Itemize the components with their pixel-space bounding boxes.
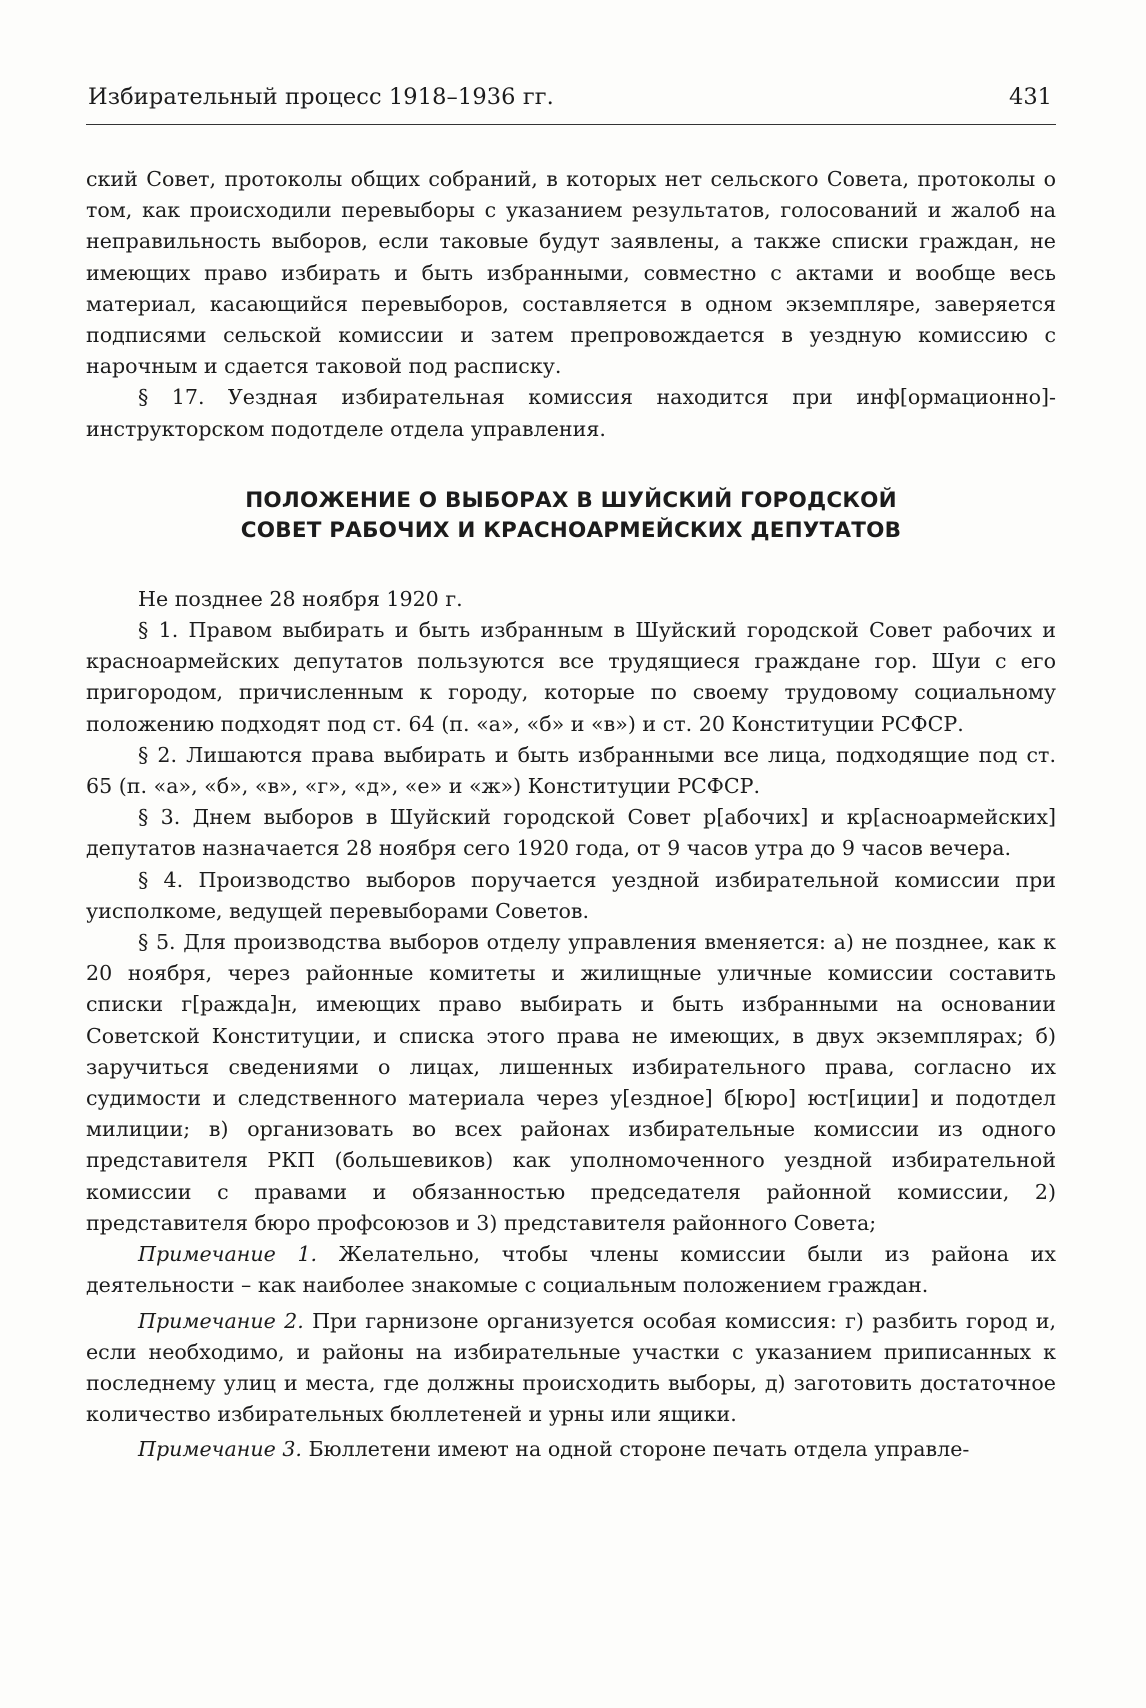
document-title-line-2: СОВЕТ РАБОЧИХ И КРАСНОАРМЕЙСКИХ ДЕПУТАТОВ bbox=[240, 517, 902, 543]
running-header bbox=[86, 84, 1056, 125]
page-number: 431 bbox=[1009, 84, 1052, 110]
note-3-label: Примечание 3. bbox=[138, 1437, 302, 1462]
document-date: Не позднее 28 ноября 1920 г. bbox=[138, 586, 463, 611]
paragraph-section-1: § 1. Правом выбирать и быть избранным в Шуйский городской Совет рабочих и красноармейских депутатов пользуются все трудящиеся граждане гор. Шуи с его пригородом, причисленным к городу, которые по своему трудовому социальному положению подходят под ст. 64 (п. «а», «б» и «в») и ст. 20 Конституции РСФСР. bbox=[86, 618, 1056, 736]
note-1-label: Примечание 1. bbox=[138, 1242, 318, 1267]
note-1 bbox=[86, 1239, 1056, 1301]
note-2-text: При гарнизоне организуется особая комиссия: г) разбить город и, если необходимо, и районы на избирательные участки с указанием приписанных к последнему улиц и места, где должны происходить выборы, д) заготовить достаточное количество избирательных бюллетеней и урны или ящики. bbox=[86, 1308, 1056, 1427]
paragraph-continued: ский Совет, протоколы общих собраний, в которых нет сельского Совета, протоколы о том, как происходили перевыборы с указанием результатов, голосований и жалоб на неправильность выборов, если таковые будут заявлены, а также списки граждан, не имеющих право избирать и быть избранными, совместно с актами и вообще весь материал, касающийся перевыборов, составляется в одном экземпляре, заверяется подписями сельской комиссии и затем препровождается в уездную комиссию с нарочным и сдается таковой под расписку. bbox=[86, 167, 1056, 379]
paragraph-section-4: § 4. Производство выборов поручается уездной избирательной комиссии при уисполкоме, ведущей перевыборами Советов. bbox=[86, 867, 1056, 923]
paragraph-section-3: § 3. Днем выборов в Шуйский городской Совет р[абочих] и кр[асноармейских] депутатов назначается 28 ноября сего 1920 года, от 9 часов утра до 9 часов вечера. bbox=[86, 805, 1056, 861]
note-3 bbox=[86, 1434, 1056, 1465]
page-body bbox=[86, 164, 1056, 1466]
document-title-line-1: ПОЛОЖЕНИЕ О ВЫБОРАХ В ШУЙСКИЙ ГОРОДСКОЙ bbox=[245, 487, 897, 513]
paragraph-section-17: § 17. Уездная избирательная комиссия находится при инф[ормационно]-инструкторском подотделе отдела управления. bbox=[86, 385, 1056, 441]
document-title bbox=[86, 486, 1056, 546]
note-1-text: Желательно, чтобы члены комиссии были из района их деятельности – как наиболее знакомые с социальным положением граждан. bbox=[86, 1242, 1057, 1298]
note-3-text: Бюллетени имеют на одной стороне печать отдела управле- bbox=[301, 1437, 970, 1462]
note-2-label: Примечание 2. bbox=[138, 1308, 304, 1333]
paragraph-section-2: § 2. Лишаются права выбирать и быть избранными все лица, подходящие под ст. 65 (п. «а», «б», «в», «г», «д», «е» и «ж») Конституции РСФСР. bbox=[86, 742, 1056, 799]
note-2 bbox=[86, 1306, 1056, 1431]
paragraph-section-5: § 5. Для производства выборов отделу управления вменяется: а) не позднее, как к 20 ноября, через районные комитеты и жилищные уличные комиссии составить списки г[ражда]н, имеющих право выбирать и быть избранными на основании Советской Конституции, и списка этого права не имеющих, в двух экземплярах; б) заручиться сведениями о лицах, лишенных избирательного права, согласно их судимости и следственного материала через у[ездное] б[юро] юст[иции] и подотдел милиции; в) организовать во всех районах избирательные комиссии из одного представителя РКП (большевиков) как уполномоченного уездной избирательной комиссии с правами и обязанностью председателя районной комиссии, 2) представителя бюро профсоюзов и 3) представителя районного Совета; bbox=[86, 930, 1056, 1235]
running-title: Избирательный процесс 1918–1936 гг. bbox=[88, 84, 554, 110]
